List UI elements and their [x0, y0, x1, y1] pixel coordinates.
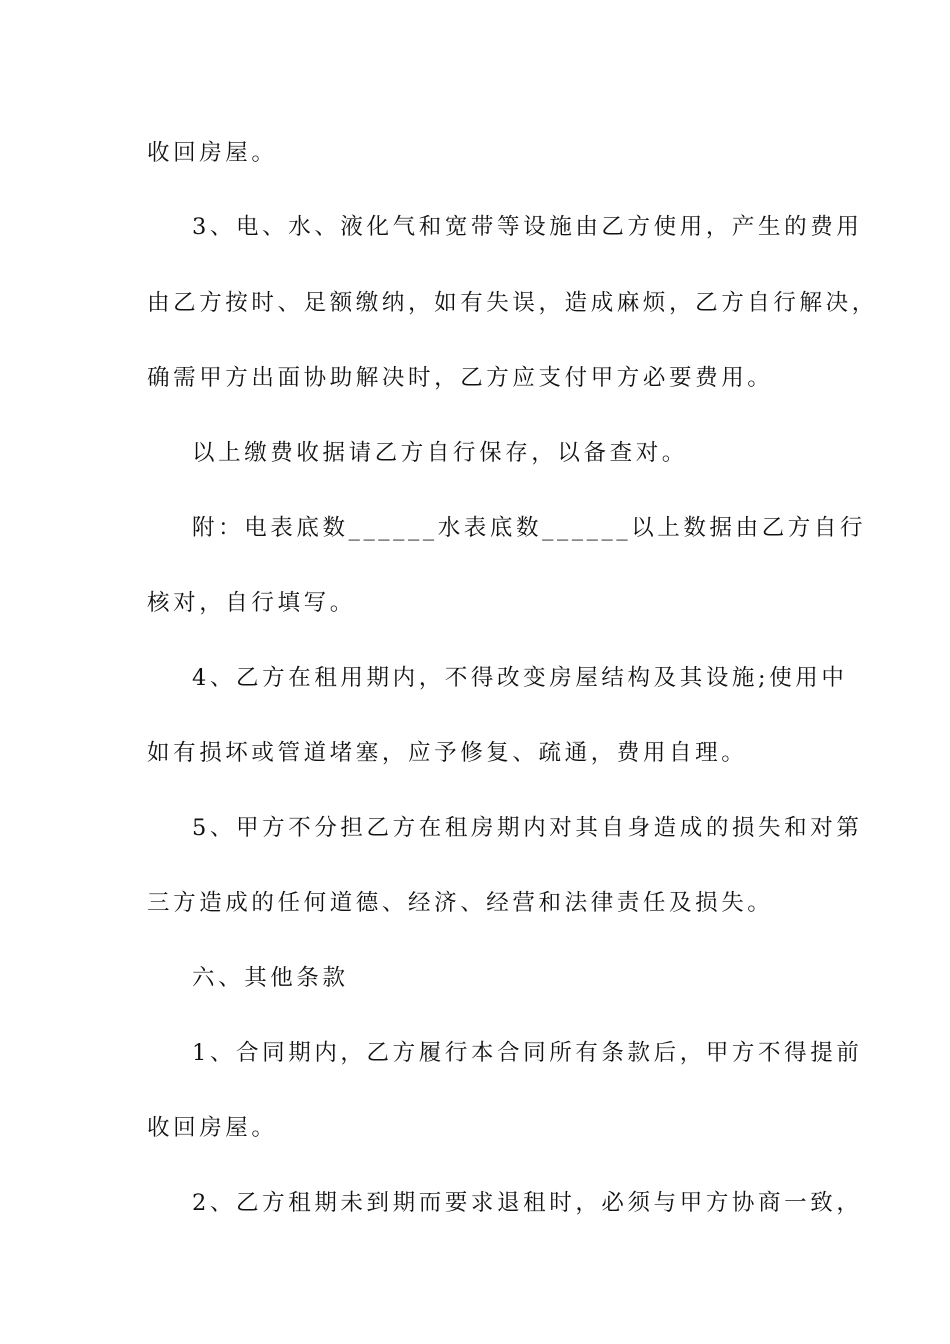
text-line: 1、合同期内，乙方履行本合同所有条款后，甲方不得提前: [192, 1040, 863, 1066]
text-line: 三方造成的任何道德、经济、经营和法律责任及损失。: [147, 890, 774, 916]
text-line: 确需甲方出面协助解决时，乙方应支付甲方必要费用。: [147, 365, 774, 391]
text-line: 5、甲方不分担乙方在租房期内对其自身造成的损失和对第: [192, 815, 863, 841]
text-line: 2、乙方租期未到期而要求退租时，必须与甲方协商一致，: [192, 1190, 863, 1216]
text-line: 4、乙方在租用期内，不得改变房屋结构及其设施;使用中: [192, 665, 848, 691]
section-heading: 六、其他条款: [192, 965, 349, 991]
text-line: 如有损坏或管道堵塞，应予修复、疏通，费用自理。: [147, 740, 748, 766]
text-line: 由乙方按时、足额缴纳，如有失误，造成麻烦，乙方自行解决，: [147, 290, 878, 316]
text-line: 附：电表底数______水表底数______以上数据由乙方自行: [192, 515, 867, 541]
text-line: 核对，自行填写。: [147, 590, 356, 616]
text-line: 收回房屋。: [147, 1115, 278, 1141]
text-line: 收回房屋。: [147, 140, 278, 166]
text-line: 以上缴费收据请乙方自行保存，以备查对。: [192, 440, 688, 466]
text-line: 3、电、水、液化气和宽带等设施由乙方使用，产生的费用: [192, 214, 863, 240]
